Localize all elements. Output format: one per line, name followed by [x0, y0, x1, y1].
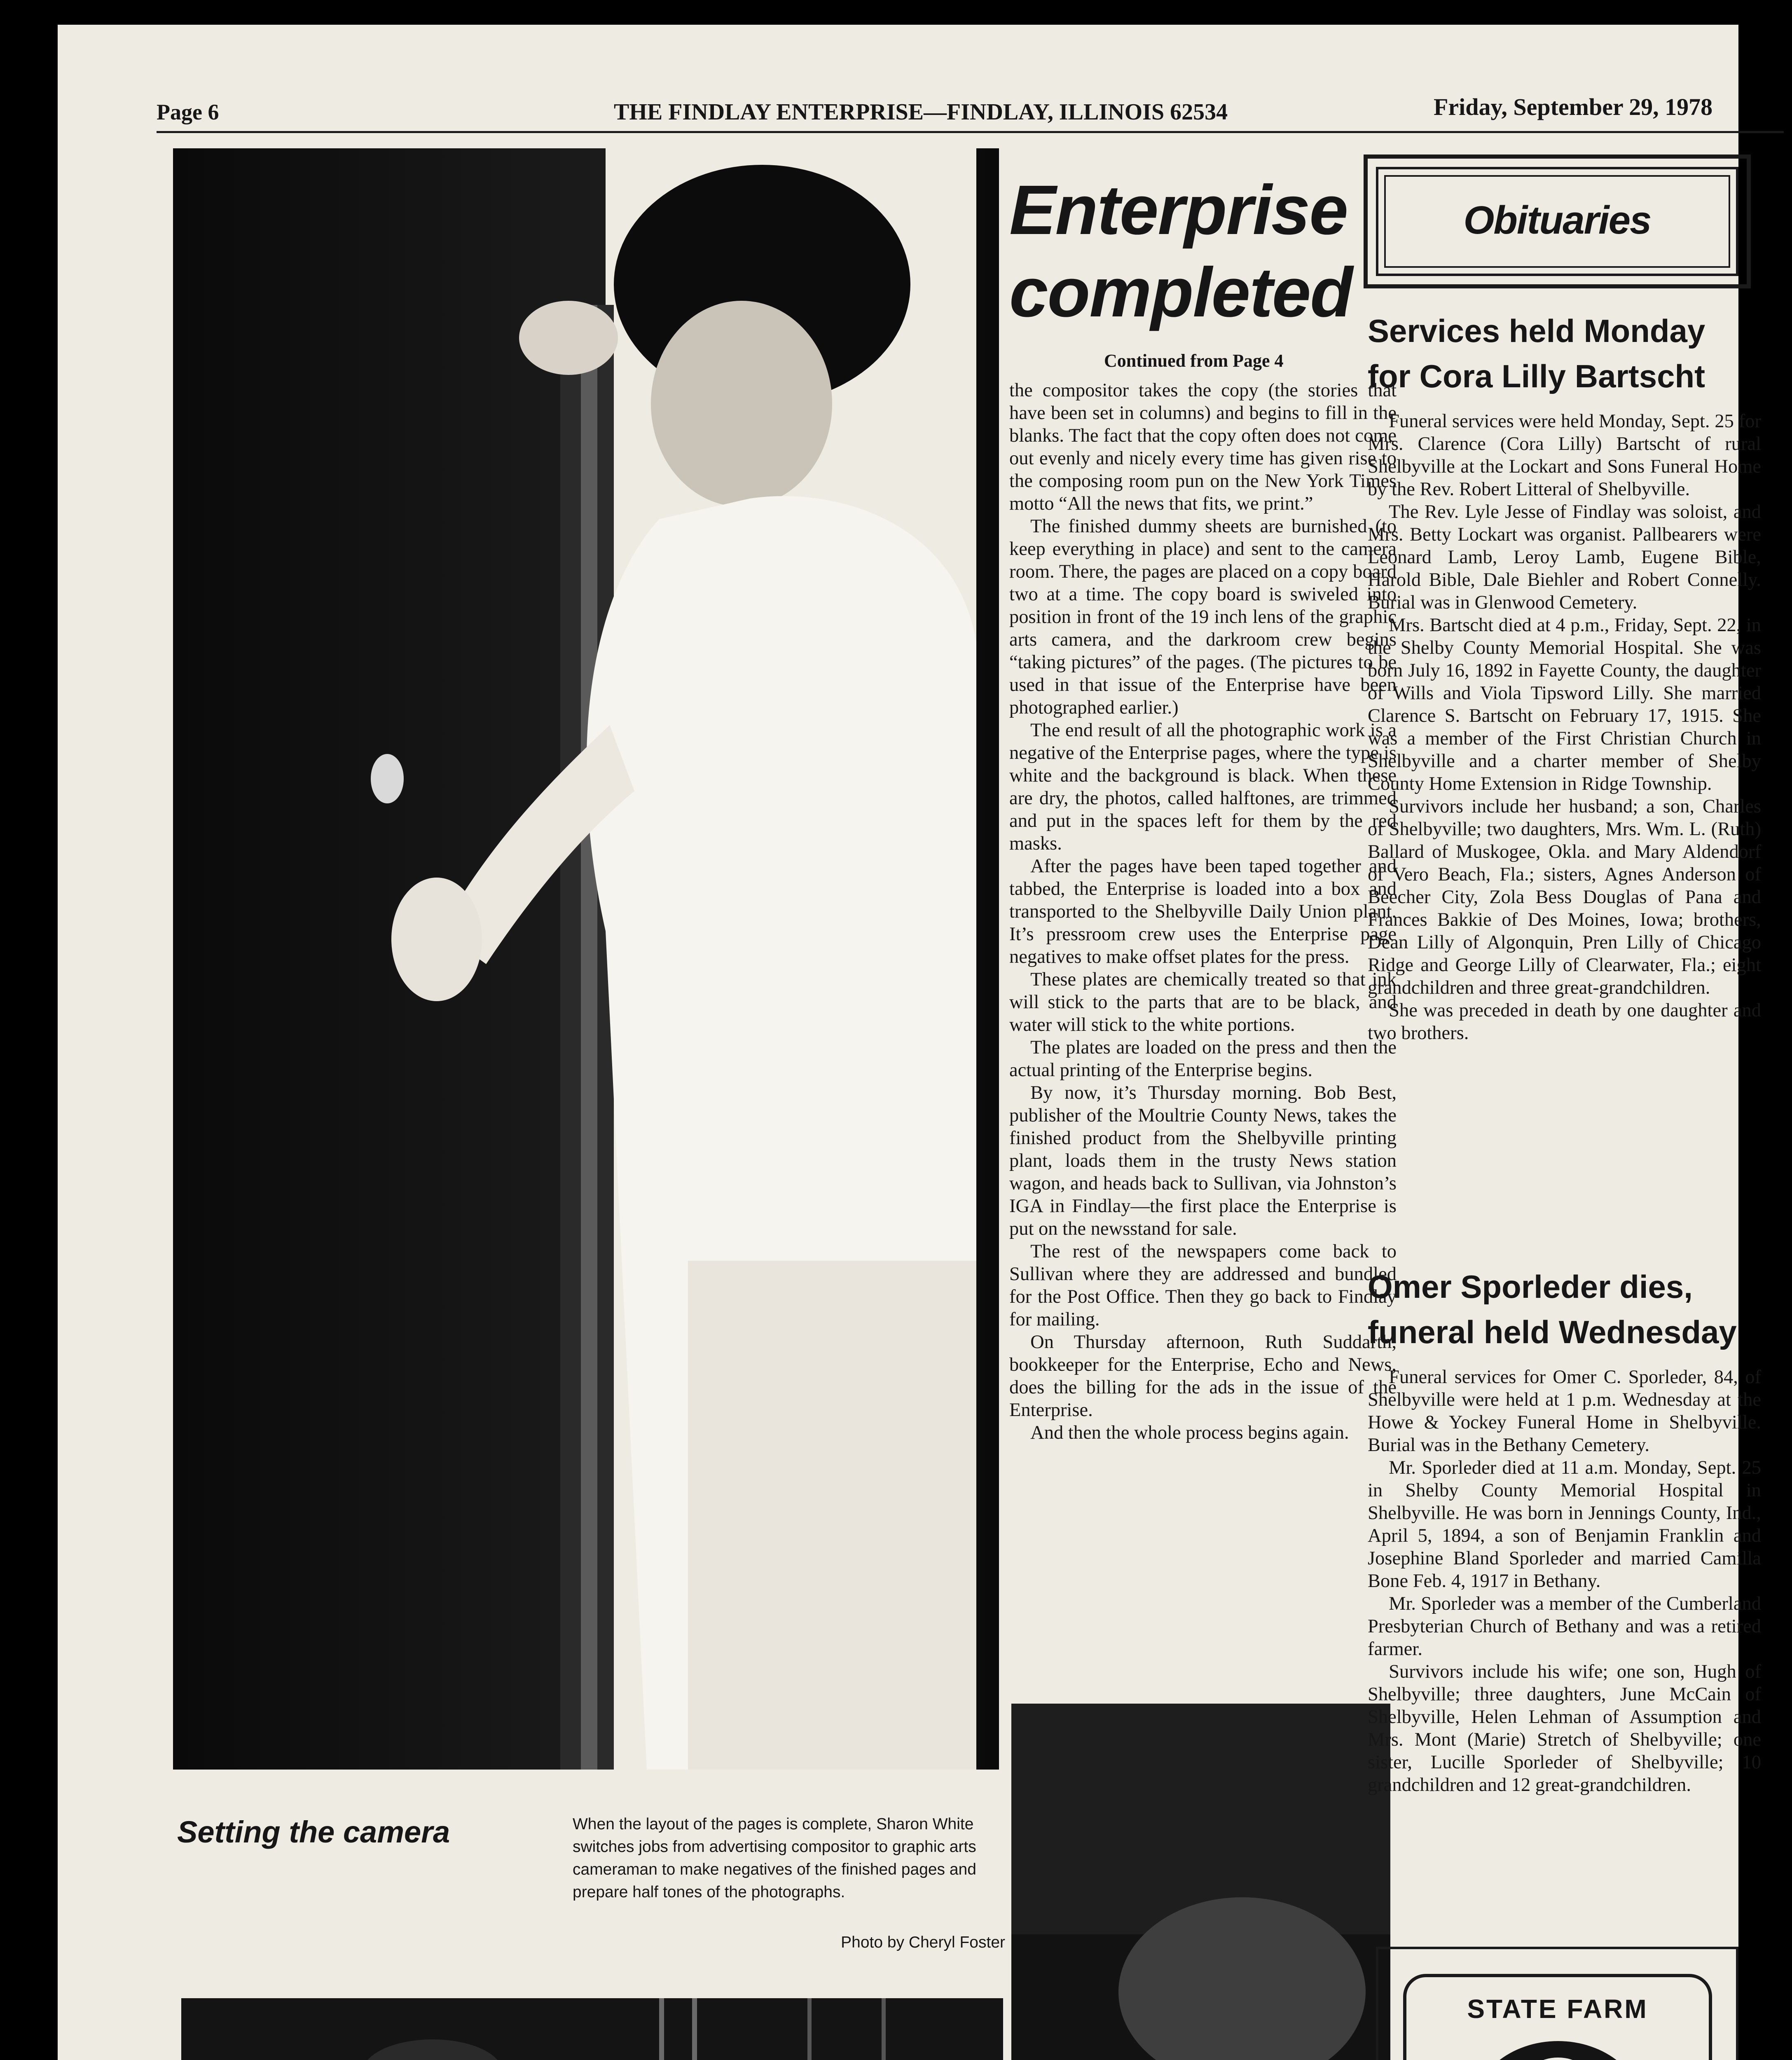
photo-setting-camera [173, 148, 999, 1770]
masthead-rule [157, 131, 1784, 133]
obit2-paragraph: Mr. Sporleder died at 11 a.m. Monday, Sept. 25 in Shelby County Memorial Hospital in Shelbyville. He was born in Jennings County, Ind., April 5, 1894, a son of Benjamin Franklin and Josephine Bland Sporleder and married Camilla Bone Feb. 4, 1917 in Bethany. [1368, 1457, 1761, 1592]
article-paragraph: The rest of the newspapers come back to Sullivan where they are addressed and bundled for the Post Office. Then they go back to Findlay for mailing. [1009, 1241, 1397, 1330]
continued-line: Continued from Page 4 [1104, 351, 1284, 371]
newspaper-page [58, 25, 1761, 2060]
obit2-headline-line1: Omer Sporleder dies, [1368, 1269, 1693, 1305]
obit1-headline-line2: for Cora Lilly Bartscht [1368, 358, 1705, 394]
obit2-paragraph: Mr. Sporleder was a member of the Cumberland Presbyterian Church of Bethany and was a retired farmer. [1368, 1593, 1761, 1660]
article-paragraph: By now, it’s Thursday morning. Bob Best, publisher of the Moultrie County News, takes the finished product from the Shelbyville printing plant, loads them in the trusty News station wagon, and heads back to Sullivan, via Johnston’s IGA in Findlay—the first place the Enterprise is put on the newsstand for sale. [1009, 1082, 1397, 1239]
photo-billing-image [1011, 1704, 1390, 2060]
obit1-paragraph: Funeral services were held Monday, Sept. 25 for Mrs. Clarence (Cora Lilly) Bartscht of rural Shelbyville at the Lockart and Sons Funeral Home by the Rev. Robert Litteral of Shelbyville. [1368, 411, 1761, 500]
brand-top: STATE FARM [1467, 1994, 1648, 2024]
obit1-paragraph: Survivors include her husband; a son, Charles of Shelbyville; two daughters, Mrs. Wm. L. (Ruth) Ballard of Muskogee, Okla. and Mary Aldendorf of Vero Beach, Fla.; sisters, Agnes Anderson of Beecher City, Zola Bess Douglas of Pana and Frances Bakkie of Des Moines, Iowa; brothers, Dean Lilly of Algonquin, Pren Lilly of Chicago Ridge and George Lilly of Clearwater, Fla.; eight grandchildren and three great-grandchildren. [1368, 796, 1761, 998]
obit1-paragraph: She was preceded in death by one daughter and two brothers. [1368, 1000, 1761, 1044]
paper-name: THE FINDLAY ENTERPRISE—FINDLAY, ILLINOIS 62534 [614, 99, 1228, 125]
article-paragraph: After the pages have been taped together and tabbed, the Enterprise is loaded into a box and transported to the Shelbyville Daily Union plant. It’s pressroom crew uses the Enterprise page negatives to make offset plates for the press. [1009, 856, 1397, 967]
obit2-headline-line2: funeral held Wednesday [1368, 1314, 1737, 1350]
obit2-paragraph: Funeral services for Omer C. Sporleder, 84, of Shelbyville were held at 1 p.m. Wednesday at the Howe & Yockey Funeral Home in Shelbyville. Burial was in the Bethany Cemetery. [1368, 1367, 1761, 1456]
caption-text-camera: When the layout of the pages is complete, Sharon White switches jobs from advertising compositor to graphic arts cameraman to make negatives of the finished pages and prepare half tones of the photographs. [573, 1815, 976, 1901]
article-paragraph: These plates are chemically treated so that ink will stick to the parts that are to be black, and water will stick to the white portions. [1009, 969, 1397, 1035]
article-paragraph: On Thursday afternoon, Ruth Suddarth, bookkeeper for the Enterprise, Echo and News, does the billing for the ads in the issue of the Enterprise. [1009, 1332, 1397, 1421]
state-farm-logo [1403, 1974, 1712, 2060]
obit1-paragraph: The Rev. Lyle Jesse of Findlay was soloist, and Mrs. Betty Lockart was organist. Pallbearers were Leonard Lamb, Leroy Lamb, Eugene Bible, Harold Bible, Dale Biehler and Robert Connelly. Burial was in Glenwood Cemetery. [1368, 501, 1761, 613]
issue-date: Friday, September 29, 1978 [1434, 94, 1713, 120]
photo-shelbyville-image [181, 1998, 1003, 2060]
caption-title-camera: Setting the camera [177, 1815, 450, 1849]
obit1-paragraph: Mrs. Bartscht died at 4 p.m., Friday, Sept. 22, in the Shelby County Memorial Hospital. She was born July 16, 1892 in Fayette County, the daughter of Wills and Viola Tipsword Lilly. She married Clarence S. Bartscht on February 17, 1915. She was a member of the First Christian Church in Shelbyville and a charter member of Shelby County Home Extension in Ridge Township. [1368, 615, 1761, 794]
three-ovals-icon [1467, 2033, 1649, 2060]
photo-billing [1011, 1704, 1390, 2060]
article-paragraph: The plates are loaded on the press and then the actual printing of the Enterprise begins. [1009, 1037, 1397, 1081]
obit1-headline-line1: Services held Monday [1368, 313, 1705, 349]
article-paragraph: And then the whole process begins again. [1030, 1422, 1349, 1443]
obituaries-banner-label: Obituaries [1463, 198, 1651, 242]
obit2-body [1368, 1366, 1761, 1943]
article-paragraph: The finished dummy sheets are burnished (to keep everything in place) and sent to the camera room. There, the pages are placed on a copy board two at a time. The copy board is swiveled into position in front of the 19 inch lens of the graphic arts camera, and the darkroom crew begins “taking pictures” of the pages. (The pictures to be used in that issue of the Enterprise have been photographed earlier.) [1009, 516, 1397, 718]
article-paragraph: the compositor takes the copy (the stories that have been set in columns) and begins to fill in the blanks. The fact that the copy often does not come out evenly and nicely every time has given rise to the composing room pun on the New York Times motto “All the news that fits, we print.” [1009, 380, 1397, 514]
article-headline-line1: Enterprise [1009, 171, 1348, 249]
article-paragraph: The end result of all the photographic work is a negative of the Enterprise pages, where the type is white and the background is black. When these are dry, the photos, called halftones, are trimmed and put in the spaces left for them by the red masks. [1009, 720, 1397, 854]
article-body [1009, 379, 1397, 1706]
photo-setting-camera-image [173, 148, 999, 1770]
obit1-body [1368, 410, 1761, 1234]
page-number: Page 6 [157, 100, 219, 124]
obit2-paragraph: Survivors include his wife; one son, Hugh of Shelbyville; three daughters, June McCain of Shelbyville, Helen Lehman of Assumption and Mrs. Mont (Marie) Stretch of Shelbyville; one sister, Lucille Sporleder of Shelbyville; 10 grandchildren and 12 great-grandchildren. [1368, 1661, 1761, 1795]
state-farm-ad [1376, 1947, 1738, 2060]
obituaries-banner [1364, 154, 1751, 288]
photo-credit-camera: Photo by Cheryl Foster [841, 1934, 1005, 1951]
article-headline-line2: completed [1009, 253, 1352, 332]
photo-shelbyville [181, 1998, 1003, 2060]
